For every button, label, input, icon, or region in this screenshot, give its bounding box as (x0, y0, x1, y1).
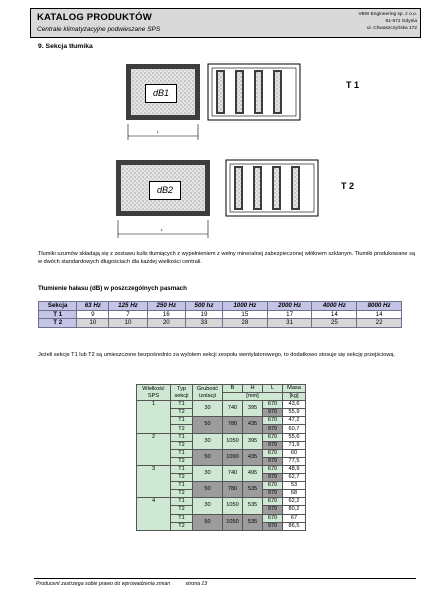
table-cell: 50 (193, 449, 223, 465)
table-cell: 77,5 (283, 457, 306, 465)
table-cell: 48,9 (283, 465, 306, 473)
company-postal: 81-571 Gdynia (385, 19, 417, 24)
table-cell: 435 (243, 417, 263, 433)
table-cell: 780 (223, 482, 243, 498)
table-cell: 435 (243, 449, 263, 465)
table-header-cell: L (263, 385, 283, 393)
table-cell: 30 (193, 465, 223, 481)
table-cell: 970 (263, 474, 283, 482)
table-cell: 53 (283, 482, 306, 490)
table-cell: 60,7 (283, 425, 306, 433)
unit-kg: [kg] (283, 393, 306, 401)
table-cell: 50 (193, 514, 223, 530)
table-cell: T2 (171, 506, 193, 514)
table-cell: 80,2 (283, 506, 306, 514)
table-cell: T1 (171, 449, 193, 457)
footer-note (36, 581, 207, 587)
table-cell: 1 (137, 401, 171, 433)
table-cell: 71,9 (283, 441, 306, 449)
table-cell: T1 (171, 465, 193, 473)
table-cell: T2 (171, 457, 193, 465)
table-cell: T1 (171, 498, 193, 506)
table-cell: 15 (223, 310, 268, 319)
table-cell: 535 (243, 498, 263, 514)
table-cell: 55,6 (283, 433, 306, 441)
table-header-cell: 2000 Hz (267, 302, 312, 311)
attenuation-table (38, 301, 402, 328)
footer-rule (34, 578, 416, 579)
table-cell: 20 (147, 319, 185, 328)
table-cell: 16 (147, 310, 185, 319)
length-label-1: L (157, 129, 160, 134)
table-cell: 670 (263, 401, 283, 409)
table-cell: T2 (171, 474, 193, 482)
table-cell: 670 (263, 433, 283, 441)
table-cell: 780 (223, 417, 243, 433)
table-cell: 495 (243, 465, 263, 481)
silencer-t1-drawing (120, 60, 320, 150)
table-header-cell: 63 Hz (77, 302, 109, 311)
table-cell: 19 (185, 310, 222, 319)
table-cell: T1 (171, 417, 193, 425)
table-cell: T 1 (39, 310, 77, 319)
table-cell: 25 (312, 319, 357, 328)
table-cell: 1090 (223, 449, 243, 465)
length-label-2: L (161, 227, 164, 232)
table-cell: 395 (243, 401, 263, 417)
catalog-title: KATALOG PRODUKTÓW (37, 12, 152, 23)
table-cell: 62,7 (283, 474, 306, 482)
attenuation-table-title: Tłumienie hałasu (dB) w poszczególnych pasmach (38, 285, 187, 292)
table-cell: 60 (283, 449, 306, 457)
table-cell: 670 (263, 417, 283, 425)
table-cell: 31 (267, 319, 312, 328)
table-cell: 970 (263, 441, 283, 449)
table-header-cell: Typ sekcji (171, 385, 193, 401)
table-cell: 14 (312, 310, 357, 319)
table-cell: 17 (267, 310, 312, 319)
table-cell: 55,9 (283, 409, 306, 417)
footer-disclaimer: Producent zastrzega sobie prawo do wprowadzenia zmian (36, 581, 171, 587)
table-row (137, 401, 306, 409)
company-street: ul. Chwaszczyńska 172 (366, 26, 417, 31)
table-cell: 2 (137, 433, 171, 465)
table-cell: 14 (357, 310, 402, 319)
t1-label: T 1 (346, 80, 360, 90)
table-header-row (39, 302, 402, 311)
table-cell: 740 (223, 401, 243, 417)
table-header-cell: 125 Hz (109, 302, 147, 311)
table-cell: 4 (137, 498, 171, 530)
table-header-cell: Grubość izolacji (193, 385, 223, 401)
table-cell: T2 (171, 425, 193, 433)
table-cell: 33 (185, 319, 222, 328)
table-cell: 1050 (223, 514, 243, 530)
table-header-cell: 8000 Hz (357, 302, 402, 311)
t2-label: T 2 (341, 181, 355, 191)
table-cell: T1 (171, 482, 193, 490)
table-cell: T2 (171, 409, 193, 417)
silencer-t2-drawing (110, 156, 350, 246)
table-cell: 970 (263, 409, 283, 417)
table-header-cell: H (243, 385, 263, 393)
section-title: 9. Sekcja tłumika (38, 43, 93, 50)
table-cell: 3 (137, 465, 171, 497)
table-cell: 68 (283, 490, 306, 498)
table-header-cell: 4000 Hz (312, 302, 357, 311)
table-cell: T1 (171, 433, 193, 441)
table-cell: 970 (263, 506, 283, 514)
table-cell: 395 (243, 433, 263, 449)
catalog-subtitle: Centrale klimatyzacyjne podwieszane SPS (37, 26, 161, 33)
table-cell: 22 (357, 319, 402, 328)
table-cell: 28 (223, 319, 268, 328)
table-header-cell: 500 hz (185, 302, 222, 311)
table-header-cell: 1000 Hz (223, 302, 268, 311)
table-cell: 9 (77, 310, 109, 319)
table-cell: 50 (193, 417, 223, 433)
company-name: VBW Engineering sp. z o.o. (358, 12, 417, 17)
table-cell: 970 (263, 490, 283, 498)
table-cell: 7 (109, 310, 147, 319)
table-cell: 50 (193, 482, 223, 498)
transition-section-note: Jeżeli sekcje T1 lub T2 są umieszczone bezpośrednio za wylotem sekcji zespołu wentylatorowego, to dodatkowo stosuje się sekcję przejściową. (38, 352, 396, 358)
table-cell: 67 (283, 514, 306, 522)
table-cell: T1 (171, 401, 193, 409)
unit-mm: [mm] (223, 393, 283, 401)
table-cell: 43,6 (283, 401, 306, 409)
table-cell: T2 (171, 490, 193, 498)
table-cell: 535 (243, 482, 263, 498)
table-cell: 1050 (223, 433, 243, 449)
table-cell: T2 (171, 522, 193, 530)
db1-badge: dB1 (145, 84, 177, 103)
table-cell: 535 (243, 514, 263, 530)
table-row (137, 433, 306, 441)
db2-badge: dB2 (149, 181, 181, 200)
table-cell: 670 (263, 482, 283, 490)
table-cell: 970 (263, 425, 283, 433)
table-row (39, 319, 402, 328)
table-cell: 670 (263, 498, 283, 506)
table-cell: 86,5 (283, 522, 306, 530)
table-cell: T2 (171, 441, 193, 449)
table-row (137, 465, 306, 473)
table-row (137, 498, 306, 506)
dimensions-table (136, 384, 306, 531)
table-cell: 670 (263, 465, 283, 473)
table-cell: 30 (193, 433, 223, 449)
table-cell: 970 (263, 457, 283, 465)
table-cell: T1 (171, 514, 193, 522)
table-cell: 970 (263, 522, 283, 530)
table-cell: 1050 (223, 498, 243, 514)
table-cell: 30 (193, 498, 223, 514)
table-header-cell: Sekcja (39, 302, 77, 311)
table-header-cell: Wielkość SPS (137, 385, 171, 401)
table-cell: 670 (263, 514, 283, 522)
table-cell: 47,2 (283, 417, 306, 425)
table-cell: T 2 (39, 319, 77, 328)
table-header-row (137, 385, 306, 393)
description-paragraph: Tłumiki szumów składają się z zestawu kulis tłumiących z wypełnieniem z wełny mineralnej zabezpieczonej włóknem szklanym. Tłumiki produkowane są w dwóch standardowych długościach dla każdej wielkości centrali. (38, 251, 416, 265)
table-cell: 10 (109, 319, 147, 328)
table-header-cell: B (223, 385, 243, 393)
table-cell: 740 (223, 465, 243, 481)
table-cell: 62,2 (283, 498, 306, 506)
table-cell: 670 (263, 449, 283, 457)
table-header-cell: Masa (283, 385, 306, 393)
table-header-cell: 250 Hz (147, 302, 185, 311)
page-header (30, 8, 421, 38)
table-cell: 10 (77, 319, 109, 328)
page-number: strona 13 (185, 581, 208, 587)
table-row (39, 310, 402, 319)
table-cell: 30 (193, 401, 223, 417)
